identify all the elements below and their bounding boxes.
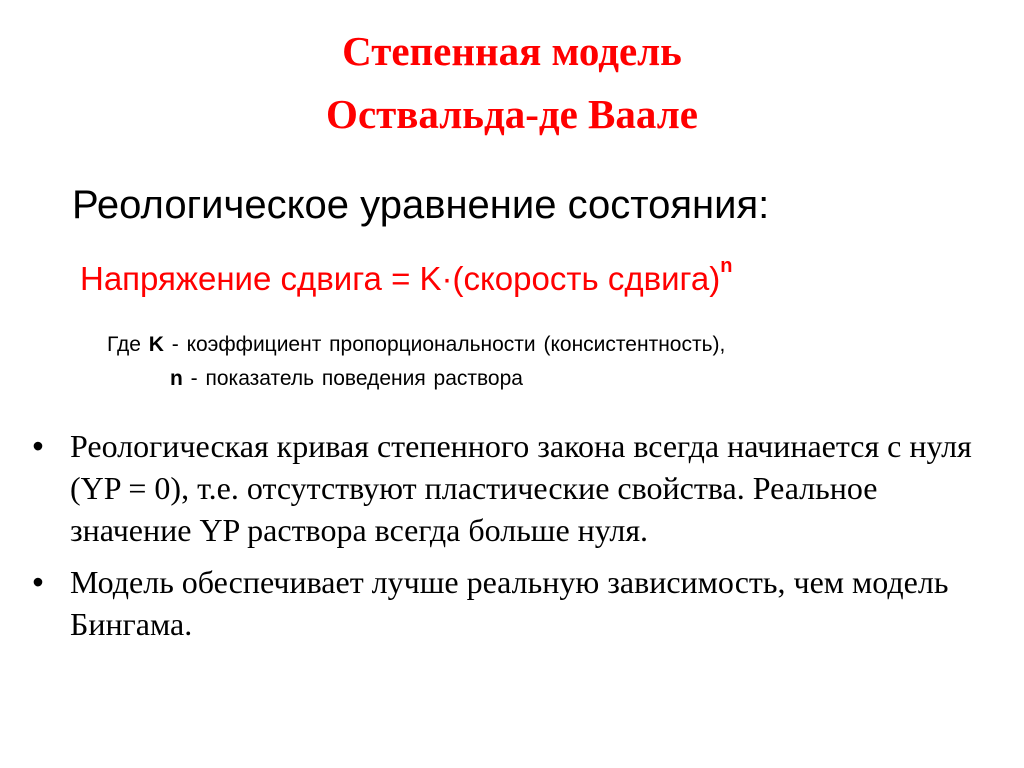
slide-title-line-1: Степенная модель: [342, 28, 682, 74]
note-n-text: - показатель поведения раствора: [182, 367, 523, 390]
rheological-equation: [80, 255, 733, 297]
bullet-marker: •: [32, 428, 44, 464]
bullet-marker: •: [32, 564, 44, 600]
slide-title-line-2: Оствальда-де Ваале: [326, 91, 698, 137]
note-k-text: - коэффициент пропорциональности (консистентность),: [163, 333, 726, 356]
bullet-text: Реологическая кривая степенного закона всегда начинается с нуля (YP = 0), т.е. отсутствуют пластические свойства. Реальное значение YP раствора всегда больше нуля.: [70, 428, 972, 548]
bullet-item: [28, 561, 988, 645]
bullet-item: [28, 425, 988, 551]
bullet-list: [28, 425, 988, 655]
bullet-text: Модель обеспечивает лучше реальную зависимость, чем модель Бингама.: [70, 564, 949, 642]
section-heading: Реологическое уравнение состояния:: [72, 183, 770, 227]
equation-text: Напряжение сдвига = K·(скорость сдвига): [80, 260, 721, 297]
note-k-symbol: K: [148, 333, 164, 356]
note-n-symbol: n: [170, 367, 183, 390]
equation-exponent: n: [720, 255, 733, 277]
note-k-definition: [107, 333, 725, 356]
note-n-definition: [170, 367, 523, 390]
note-prefix: Где: [107, 333, 149, 356]
